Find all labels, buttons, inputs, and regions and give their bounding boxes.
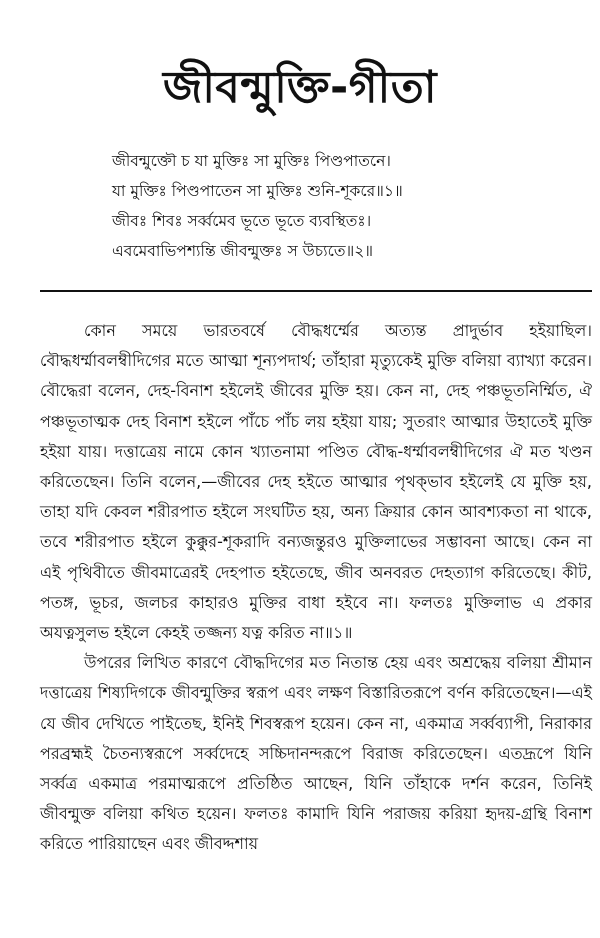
section-divider [40, 290, 592, 292]
verse-line-1: জীবন্মুক্তৌ চ যা মুক্তিঃ সা মুক্তিঃ পিণ্ডপাতনে। [112, 152, 391, 170]
verse-line-4: এবমেবাভিপশ্যন্তি জীবন্মুক্তঃ স উচ্যতে॥২॥ [112, 242, 374, 260]
commentary-text [40, 316, 592, 860]
sanskrit-verse-block [112, 146, 582, 266]
chapter-title: জীবন্মুক্তি-গীতা [162, 62, 438, 113]
commentary-paragraph-1: কোন সময়ে ভারতবর্ষে বৌদ্ধধর্ম্মের অত্যন্ত প্রাদুর্ভাব হইয়াছিল। বৌদ্ধধর্ম্মাবলম্বীদিগের মতে আত্মা শূন্যপদার্থ; তাঁহারা মৃত্যুকেই মুক্তি বলিয়া ব্যাখ্যা করেন। বৌদ্ধেরা বলেন, দেহ-বিনাশ হইলেই জীবের মুক্তি হয়। কেন না, দেহ পঞ্চভূতনির্ম্মিত, ঐ পঞ্চভূতাত্মক দেহ বিনাশ হইলে পাঁচে পাঁচ লয় হইয়া যায়; সুতরাং আত্মার উহাতেই মুক্তি হইয়া যায়। দত্তাত্রেয় নামে কোন খ্যাতনামা পণ্ডিত বৌদ্ধ-ধর্ম্মাবলম্বীদিগের ঐ মত খণ্ডন করিতেছেন। তিনি বলেন,—জীবের দেহ হইতে আত্মার পৃথক্ভাব হইলেই যে মুক্তি হয়, তাহা যদি কেবল শরীরপাত হইলে সংঘটিত হয়, অন্য ক্রিয়ার কোন আবশ্যকতা না থাকে, তবে শরীরপাত হইলে কুক্কুর-শূকরাদি বন্যজন্তুরও মুক্তিলাভের সম্ভাবনা আছে। কেন না এই পৃথিবীতে জীবমাত্রেরই দেহপাত হইতেছে, জীব অনবরত দেহত্যাগ করিতেছে। কীট, পতঙ্গ, ভূচর, জলচর কাহারও মুক্তির বাধা হইবে না। ফলতঃ মুক্তিলাভ এ প্রকার অযত্নসুলভ হইলে কেহই তজ্জন্য যত্ন করিত না॥১॥ [40, 321, 592, 643]
commentary-paragraph-2: উপরের লিখিত কারণে বৌদ্ধদিগের মত নিতান্ত হেয় এবং অশ্রদ্ধেয় বলিয়া শ্রীমান দত্তাত্রেয় শিষ্যদিগকে জীবন্মুক্তির স্বরূপ এবং লক্ষণ বিস্তারিতরূপে বর্ণন করিতেছেন।—এই যে জীব দেখিতে পাইতেছ, ইনিই শিবস্বরূপ হয়েন। কেন না, একমাত্র সর্ব্বব্যাপী, নিরাকার পরব্রহ্মই চৈতন্যস্বরূপে সর্ব্বদেহে সচ্চিদানন্দরূপে বিরাজ করিতেছেন। এতদ্রূপে যিনি সর্ব্বত্র একমাত্র পরমাত্মরূপে প্রতিষ্ঠিত আছেন, যিনি তাঁহাকে দর্শন করেন, তিনিই জীবন্মুক্ত বলিয়া কথিত হয়েন। ফলতঃ কামাদি যিনি পরাজয় করিয়া হৃদয়-গ্রন্থি বিনাশ করিতে পারিয়াছেন এবং জীবদ্দশায় [40, 653, 592, 854]
verse-line-2: যা মুক্তিঃ পিণ্ডপাতেন সা মুক্তিঃ শুনি-শূকরে॥১॥ [112, 182, 403, 200]
verse-line-3: জীবঃ শিবঃ সর্ব্বমেব ভূতে ভূতে ব্যবস্থিতঃ। [112, 212, 372, 230]
